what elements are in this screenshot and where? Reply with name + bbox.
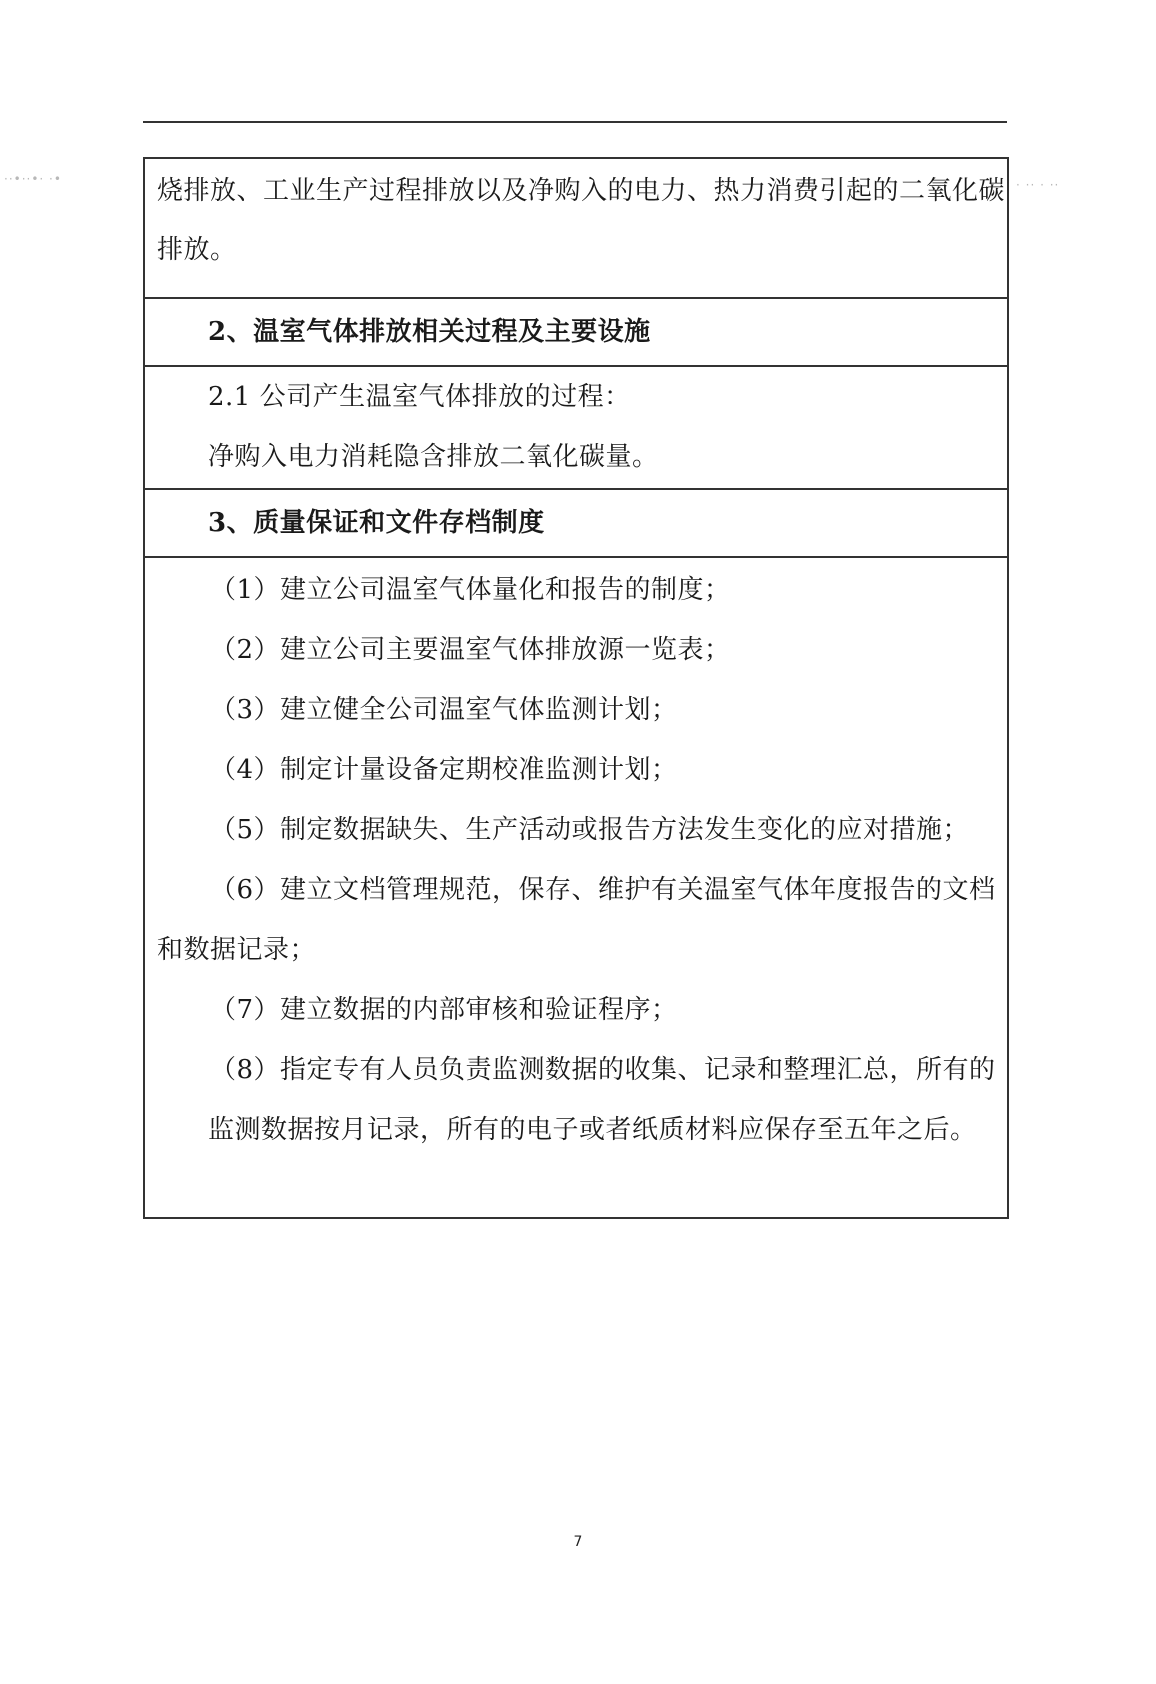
intro-row	[145, 159, 1007, 299]
section2-heading: 2、温室气体排放相关过程及主要设施	[208, 317, 651, 347]
list-item: （6）建立文档管理规范，保存、维护有关温室气体年度报告的文档	[210, 875, 996, 905]
list-item: （5）制定数据缺失、生产活动或报告方法发生变化的应对措施；	[210, 815, 970, 845]
section2-line-1: 2.1 公司产生温室气体排放的过程：	[208, 382, 631, 412]
list-item-continuation: 和数据记录；	[157, 935, 317, 965]
section3-heading: 3、质量保证和文件存档制度	[208, 508, 545, 538]
header-rule	[143, 121, 1007, 123]
page-number: 7	[573, 1534, 583, 1550]
list-item: （4）制定计量设备定期校准监测计划；	[210, 755, 678, 785]
list-item: （8）指定专有人员负责监测数据的收集、记录和整理汇总，所有的	[210, 1055, 996, 1085]
content-table	[143, 157, 1009, 1219]
list-item: （3）建立健全公司温室气体监测计划；	[210, 695, 678, 725]
intro-line-1: 烧排放、工业生产过程排放以及净购入的电力、热力消费引起的二氧化碳	[157, 176, 1006, 206]
list-item: （1）建立公司温室气体量化和报告的制度；	[210, 575, 731, 605]
section2-heading-row	[145, 299, 1007, 367]
list-item: （2）建立公司主要温室气体排放源一览表；	[210, 635, 731, 665]
intro-line-2: 排放。	[157, 235, 237, 265]
section2-line-2: 净购入电力消耗隐含排放二氧化碳量。	[208, 442, 659, 472]
section3-heading-row	[145, 490, 1007, 558]
list-item-continuation: 监测数据按月记录，所有的电子或者纸质材料应保存至五年之后。	[208, 1115, 977, 1145]
scan-artifact-left: ··•··•· ·•	[4, 172, 62, 186]
scan-artifact-right: · ·· · ··	[1016, 178, 1060, 192]
section2-body-row	[145, 367, 1007, 490]
section3-body-row	[145, 558, 1007, 1217]
list-item: （7）建立数据的内部审核和验证程序；	[210, 995, 678, 1025]
